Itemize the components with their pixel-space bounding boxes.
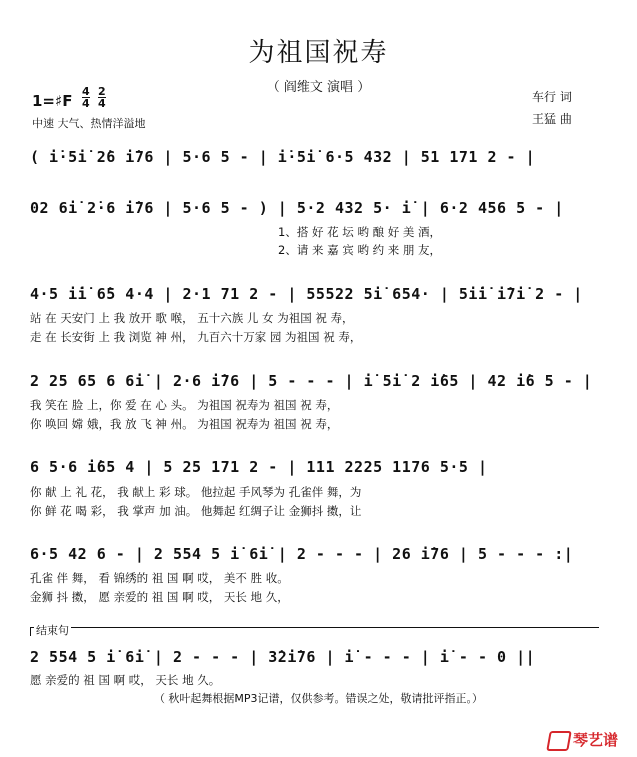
transcription-footnote: （ 秋叶起舞根据MP3记谱，仅供参考。错误之处，敬请批评指正。） xyxy=(153,692,484,705)
lyric-line-5-verse-1: 你 献 上 礼 花， 我 献上 彩 球。 他拉起 手风琴为 孔雀伴 舞，为 xyxy=(30,485,362,499)
ending-label: 结束句 xyxy=(36,624,69,637)
score-line-2: 02 6i̇ 2̇·6 i̇76 | 5·6 5 - ) | 5·2 432 5· i̇ | 6·2 456 5 - | xyxy=(30,199,564,217)
logo-text: 琴艺谱 xyxy=(573,731,619,749)
lyric-line-3-verse-1: 站 在 天安门 上 我 放开 歌 喉， 五十六族 儿 女 为祖国 祝 寿， xyxy=(30,311,354,325)
lyricist-credit: 车行 词 xyxy=(532,90,572,104)
lyric-line-2-verse-1: 1、搭 好 花 坛 哟 酿 好 美 酒， xyxy=(278,225,442,239)
lyric-line-2-verse-2: 2、请 来 嘉 宾 哟 约 来 朋 友， xyxy=(278,243,442,257)
meter2-bottom: 4 xyxy=(98,97,106,110)
lyric-line-7-verse-1: 愿 亲爱的 祖 国 啊 哎， 天长 地 久。 xyxy=(30,673,221,687)
score-line-6: 6·5 42 6 - | 2 554 5 i̇ 6i̇ | 2 - - - | 26 i̇76 | 5 - - - :| xyxy=(30,545,574,563)
lyric-line-6-verse-2: 金狮 抖 擞， 愿 亲爱的 祖 国 啊 哎， 天长 地 久， xyxy=(30,590,289,604)
meter1-top: 4 xyxy=(82,85,90,98)
ending-bracket xyxy=(30,627,599,636)
score-line-1: ( i̇·5i̇ 2̇6 i̇76 | 5·6 5 - | i̇·5i̇ 6·5 432 | 51 171 2 - | xyxy=(30,148,536,166)
meter2-top: 2 xyxy=(98,85,106,98)
time-signature-2 xyxy=(98,86,106,109)
performer-subtitle: （ 阎维文 演唱 ） xyxy=(266,80,371,95)
lyric-line-6-verse-1: 孔雀 伴 舞， 看 锦绣的 祖 国 啊 哎， 美不 胜 收。 xyxy=(30,571,289,585)
tempo-marking: 中速 大气、热情洋溢地 xyxy=(32,117,146,130)
time-signature-1 xyxy=(82,86,90,109)
score-line-3: 4·5 i̇i̇ 6̇5 4·4 | 2·1 71 2 - | 55522 5i̇ 654· | 5i̇i̇ i̇7i̇ 2 - | xyxy=(30,285,583,303)
key-signature: 1=♯F xyxy=(32,92,73,110)
score-line-5: 6 5·6 i̇65 4 | 5 25 171 2 - | 111 2225 1176 5·5 | xyxy=(30,458,488,476)
composer-credit: 王猛 曲 xyxy=(532,112,572,126)
lyric-line-4-verse-1: 我 笑在 脸 上，你 爱 在 心 头。 为祖国 祝寿为 祖国 祝 寿， xyxy=(30,398,339,412)
page-title: 为祖国祝寿 xyxy=(248,38,389,68)
score-line-7: 2 554 5 i̇ 6i̇ | 2 - - - | 3̇2i̇76 | i̇ - - - | i̇ - - 0 || xyxy=(30,648,536,666)
meter1-bottom: 4 xyxy=(82,97,90,110)
lyric-line-4-verse-2: 你 唤回 嫦 娥，我 放 飞 神 州。 为祖国 祝寿为 祖国 祝 寿， xyxy=(30,417,339,431)
logo-icon xyxy=(546,731,572,751)
lyric-line-5-verse-2: 你 鲜 花 喝 彩， 我 掌声 加 油。 他舞起 红绸子让 金狮抖 擞，让 xyxy=(30,504,362,518)
site-logo xyxy=(548,729,618,751)
lyric-line-3-verse-2: 走 在 长安街 上 我 浏览 神 州， 九百六十万家 园 为祖国 祝 寿， xyxy=(30,330,362,344)
score-line-4: 2 25 65 6 6i̇ | 2·6 i̇76 | 5 - - - | i̇ 5i̇ 2 i̇65 | 42 i̇6 5 - | xyxy=(30,372,593,390)
